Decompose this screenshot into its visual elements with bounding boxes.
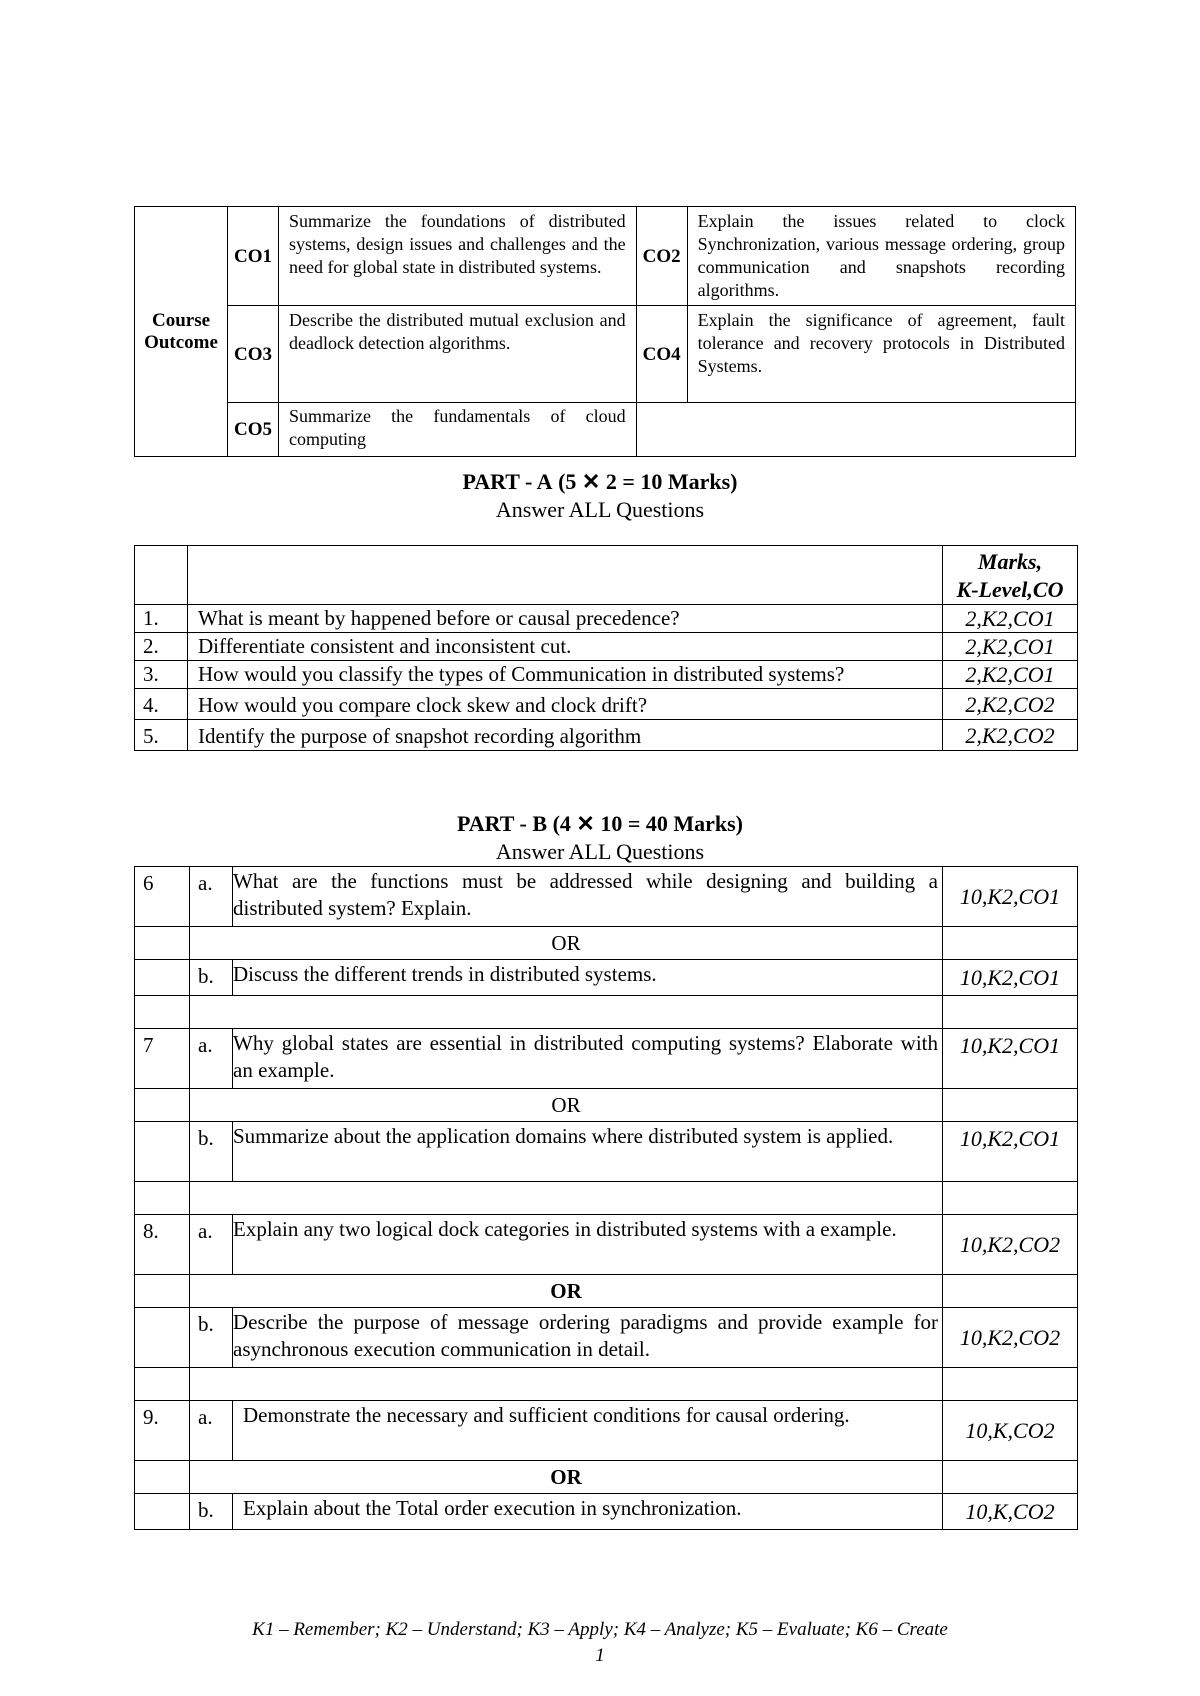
empty-cell: [135, 1122, 190, 1182]
question-text: Differentiate consistent and inconsistent cut.: [188, 633, 943, 661]
question-text: How would you compare clock skew and clock drift?: [188, 689, 943, 720]
header-empty: [188, 546, 943, 605]
empty-cell: [943, 996, 1078, 1029]
empty-cell: [190, 1368, 943, 1401]
question-marks: 10,K2,CO1: [943, 867, 1078, 927]
or-separator: OR: [190, 1089, 943, 1122]
question-text: Demonstrate the necessary and sufficient conditions for causal ordering.: [233, 1401, 943, 1461]
question-text: Explain any two logical dock categories in distributed systems with a example.: [233, 1215, 943, 1275]
subquestion-label: a.: [190, 1029, 233, 1089]
question-text: Why global states are essential in distributed computing systems? Elaborate with an example.: [233, 1029, 943, 1089]
subquestion-label: b.: [190, 960, 233, 996]
empty-cell: [135, 927, 190, 960]
marks-header-line2: K-Level,CO: [956, 577, 1064, 602]
empty-cell: [636, 403, 1075, 457]
marks-header-line1: Marks,: [977, 549, 1043, 574]
empty-cell: [943, 1368, 1078, 1401]
co-description: Describe the distributed mutual exclusion and deadlock detection algorithms.: [279, 306, 637, 403]
co-description: Summarize the foundations of distributed systems, design issues and challenges and the need for global state in distributed systems.: [279, 207, 637, 306]
empty-cell: [943, 927, 1078, 960]
marks-header: [943, 546, 1078, 605]
question-text: Summarize about the application domains where distributed system is applied.: [233, 1122, 943, 1182]
or-separator: OR: [190, 1461, 943, 1494]
question-marks: 10,K2,CO2: [943, 1215, 1078, 1275]
header-empty: [135, 546, 188, 605]
empty-cell: [135, 1182, 190, 1215]
part-b-title: PART - B: [456, 811, 548, 836]
question-marks: 10,K2,CO1: [943, 960, 1078, 996]
co-code: CO4: [636, 306, 687, 403]
part-b-instruction: Answer ALL Questions: [495, 839, 705, 864]
page-number: 1: [595, 1645, 605, 1666]
question-number: 1.: [135, 605, 188, 633]
question-marks: 10,K2,CO2: [943, 1308, 1078, 1368]
question-number: 3.: [135, 661, 188, 689]
empty-cell: [135, 1461, 190, 1494]
question-number: 6: [135, 867, 190, 927]
question-text: Describe the purpose of message ordering paradigms and provide example for asynchronous execution communication in detail.: [233, 1308, 943, 1368]
empty-cell: [943, 1461, 1078, 1494]
empty-cell: [943, 1275, 1078, 1308]
subquestion-label: a.: [190, 1215, 233, 1275]
co-code: CO3: [228, 306, 279, 403]
empty-cell: [135, 996, 190, 1029]
question-text: Discuss the different trends in distributed systems.: [233, 960, 943, 996]
question-text: Explain about the Total order execution in synchronization.: [233, 1494, 943, 1530]
empty-cell: [135, 1494, 190, 1530]
part-b-table: [134, 866, 1078, 1530]
empty-cell: [135, 1368, 190, 1401]
part-a-instruction: Answer ALL Questions: [495, 497, 705, 522]
empty-cell: [135, 960, 190, 996]
co-description: Explain the significance of agreement, fault tolerance and recovery protocols in Distributed Systems.: [687, 306, 1075, 403]
subquestion-label: b.: [190, 1122, 233, 1182]
co-code: CO5: [228, 403, 279, 457]
part-a-table: [134, 545, 1078, 751]
question-text: What are the functions must be addressed while designing and building a distributed system? Explain.: [233, 867, 943, 927]
subquestion-label: a.: [190, 1401, 233, 1461]
co-description: Explain the issues related to clock Synchronization, various message ordering, group communication and snapshots recording algorithms.: [687, 207, 1075, 306]
question-marks: 10,K,CO2: [943, 1401, 1078, 1461]
empty-cell: [190, 1182, 943, 1215]
question-text: Identify the purpose of snapshot recording algorithm: [188, 720, 943, 751]
question-marks: 10,K2,CO1: [943, 1122, 1078, 1182]
empty-cell: [943, 1182, 1078, 1215]
empty-cell: [135, 1275, 190, 1308]
question-marks: 2,K2,CO2: [943, 720, 1078, 751]
co-description: Summarize the fundamentals of cloud computing: [279, 403, 637, 457]
question-marks: 2,K2,CO2: [943, 689, 1078, 720]
k-level-legend: K1 – Remember; K2 – Understand; K3 – Apply; K4 – Analyze; K5 – Evaluate; K6 – Create: [252, 1619, 948, 1640]
question-number: 8.: [135, 1215, 190, 1275]
empty-cell: [943, 1089, 1078, 1122]
question-number: 2.: [135, 633, 188, 661]
subquestion-label: b.: [190, 1494, 233, 1530]
course-outcome-table: [134, 206, 1076, 457]
part-a-marks: (5 ✕ 2 = 10 Marks): [558, 469, 738, 494]
course-outcome-label: Course Outcome: [135, 207, 228, 457]
question-text: What is meant by happened before or causal precedence?: [188, 605, 943, 633]
part-a-heading: [0, 468, 1200, 496]
question-marks: 2,K2,CO1: [943, 633, 1078, 661]
question-number: 7: [135, 1029, 190, 1089]
question-marks: 10,K2,CO1: [943, 1029, 1078, 1089]
part-b-heading: [0, 810, 1200, 838]
subquestion-label: b.: [190, 1308, 233, 1368]
empty-cell: [190, 996, 943, 1029]
question-text: How would you classify the types of Communication in distributed systems?: [188, 661, 943, 689]
or-separator: OR: [190, 1275, 943, 1308]
or-separator: OR: [190, 927, 943, 960]
co-code: CO2: [636, 207, 687, 306]
question-marks: 10,K,CO2: [943, 1494, 1078, 1530]
question-number: 9.: [135, 1401, 190, 1461]
empty-cell: [135, 1308, 190, 1368]
subquestion-label: a.: [190, 867, 233, 927]
co-code: CO1: [228, 207, 279, 306]
part-a-title: PART - A: [462, 469, 553, 494]
empty-cell: [135, 1089, 190, 1122]
question-number: 5.: [135, 720, 188, 751]
question-number: 4.: [135, 689, 188, 720]
question-marks: 2,K2,CO1: [943, 605, 1078, 633]
part-b-marks: (4 ✕ 10 = 40 Marks): [552, 811, 744, 836]
question-marks: 2,K2,CO1: [943, 661, 1078, 689]
